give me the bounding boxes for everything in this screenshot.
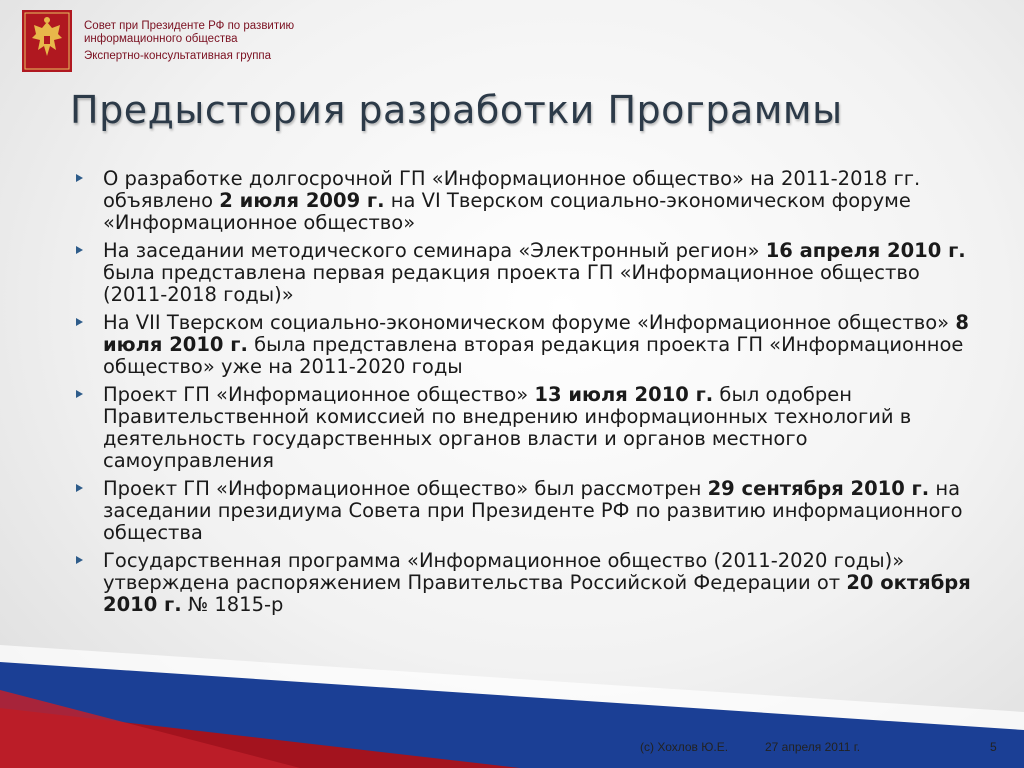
bullet-item [76,168,976,234]
bullet-item [76,240,976,306]
bullet-arrow-icon [76,174,83,182]
bullet-text: Государственная программа «Информационное общество (2011-2020 годы)» утверждена распоряжением Правительства Российской Федерации от [103,549,905,594]
bullet-text: была представлена вторая редакция проекта ГП «Информационное общество» уже на 2011-2020 годы [103,333,964,378]
bullet-date: 29 сентября 2010 г. [707,477,930,500]
bullet-text: № 1815-р [181,593,284,616]
bullet-date: 8 июля 2010 г. [103,311,969,356]
bullet-text: На VII Тверском социально-экономическом форуме «Информационное общество» [103,311,956,334]
bullet-text: на заседании президиума Совета при Президенте РФ по развитию информационного общества [103,477,963,544]
org-line-1: Совет при Президенте РФ по развитию [84,20,295,32]
bullet-text: была представлена первая редакция проекта ГП «Информационное общество (2011-2018 годы)» [103,261,920,306]
bullet-item [76,478,976,544]
bullet-text: На заседании методического семинара «Электронный регион» [103,239,766,262]
bullet-item [76,384,976,472]
bullet-arrow-icon [76,556,83,564]
bullet-arrow-icon [76,318,83,326]
footer-date: 27 апреля 2011 г. [765,740,861,754]
bullet-list [76,168,976,622]
bullet-arrow-icon [76,484,83,492]
slide-title: Предыстория разработки Программы [70,88,843,132]
bullet-text: О разработке долгосрочной ГП «Информационное общество» на 2011-2018 гг. объявлено [103,167,921,212]
footer-author: (с) Хохлов Ю.Е. [640,740,729,754]
bullet-date: 13 июля 2010 г. [534,383,714,406]
bullet-item [76,550,976,616]
org-line-3: Экспертно-консультативная группа [84,50,272,62]
bullet-text: был одобрен Правительственной комиссией по внедрению информационных технологий в деятельность государственных органов власти и органов местного самоуправления [103,383,912,472]
organization-name [84,20,384,63]
coat-of-arms-icon [22,10,72,72]
bullet-text: Проект ГП «Информационное общество» был рассмотрен [103,477,708,500]
bullet-text: Проект ГП «Информационное общество» [103,383,535,406]
bullet-date: 2 июля 2009 г. [219,189,385,212]
bullet-text: на VI Тверском социально-экономическом форуме «Информационное общество» [103,189,911,234]
bullet-date: 20 октября 2010 г. [103,571,971,616]
org-line-2: информационного общества [84,33,238,45]
bullet-arrow-icon [76,246,83,254]
page-number: 5 [990,740,997,754]
bullet-arrow-icon [76,390,83,398]
bullet-date: 16 апреля 2010 г. [765,239,966,262]
bullet-item [76,312,976,378]
